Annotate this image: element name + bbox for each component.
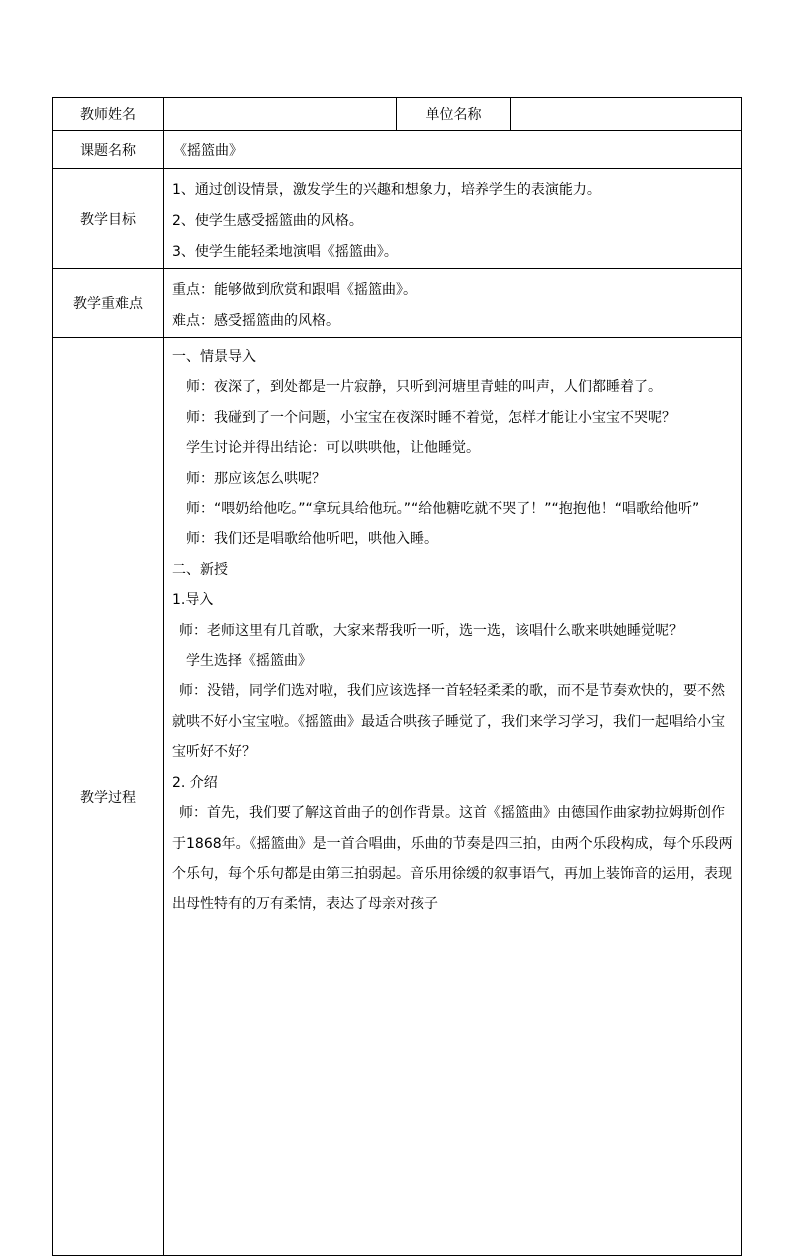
difficulty-item: 难点：感受摇篮曲的风格。	[172, 313, 340, 329]
key-points-content	[164, 269, 742, 338]
header-row	[53, 98, 742, 131]
goal-item: 2、使学生感受摇篮曲的风格。	[172, 213, 363, 229]
process-row	[53, 338, 742, 1256]
teacher-line: 师：那应该怎么哄呢？	[186, 470, 326, 487]
topic-row	[53, 131, 742, 169]
topic-label: 课题名称	[53, 131, 164, 169]
section-heading: 一、情景导入	[172, 349, 256, 365]
goals-label: 教学目标	[53, 169, 164, 269]
unit-name-value	[511, 98, 742, 131]
teacher-line: 师：夜深了，到处都是一片寂静，只听到河塘里青蛙的叫声，人们都睡着了。	[186, 379, 662, 396]
key-points-label: 教学重难点	[53, 269, 164, 338]
teacher-line: 师：首先，我们要了解这首曲子的创作背景。这首《摇篮曲》由德国作曲家勃拉姆斯创作于1868年。《摇篮曲》是一首合唱曲，乐曲的节奏是四三拍，由两个乐段构成，每个乐段两个乐句，每个乐句都是由第三拍弱起。音乐用徐缓的叙事语气，再加上装饰音的运用，表现出母性特有的万有柔情，表达了母亲对孩子	[172, 805, 733, 913]
subsection-heading: 2. 介绍	[172, 774, 218, 791]
process-label: 教学过程	[53, 338, 164, 1256]
unit-name-label: 单位名称	[397, 98, 511, 131]
student-line: 学生选择《摇篮曲》	[186, 653, 312, 670]
goals-row	[53, 169, 742, 269]
key-point-item: 重点：能够做到欣赏和跟唱《摇篮曲》。	[172, 282, 417, 298]
teacher-line: 师：我碰到了一个问题，小宝宝在夜深时睡不着觉，怎样才能让小宝宝不哭呢？	[186, 409, 676, 426]
teacher-line: 师：没错，同学们选对啦，我们应该选择一首轻轻柔柔的歌，而不是节奏欢快的，要不然就哄不好小宝宝啦。《摇篮曲》最适合哄孩子睡觉了，我们来学习学习，我们一起唱给小宝宝听好不好？	[172, 683, 725, 761]
process-content	[164, 338, 742, 1256]
teacher-name-label: 教师姓名	[53, 98, 164, 131]
teacher-line: 师：我们还是唱歌给他听吧，哄他入睡。	[186, 531, 438, 548]
goal-item: 3、使学生能轻柔地演唱《摇篮曲》。	[172, 244, 398, 260]
key-points-row	[53, 269, 742, 338]
subsection-heading: 1.导入	[172, 592, 214, 609]
process-text	[164, 338, 741, 1255]
section-heading: 二、新授	[172, 561, 228, 578]
goals-content	[164, 169, 742, 269]
teacher-name-value	[164, 98, 397, 131]
goal-item: 1、通过创设情景，激发学生的兴趣和想象力，培养学生的表演能力。	[172, 182, 601, 198]
teacher-line: 师：“喂奶给他吃。”“拿玩具给他玩。”“给他糖吃就不哭了！”“抱抱他！“唱歌给他听”	[186, 501, 700, 518]
student-line: 学生讨论并得出结论：可以哄哄他，让他睡觉。	[186, 440, 480, 457]
topic-value: 《摇篮曲》	[164, 131, 742, 169]
teacher-line: 师：老师这里有几首歌，大家来帮我听一听，选一选，该唱什么歌来哄她睡觉呢？	[179, 622, 683, 639]
lesson-plan-table	[52, 97, 742, 1256]
